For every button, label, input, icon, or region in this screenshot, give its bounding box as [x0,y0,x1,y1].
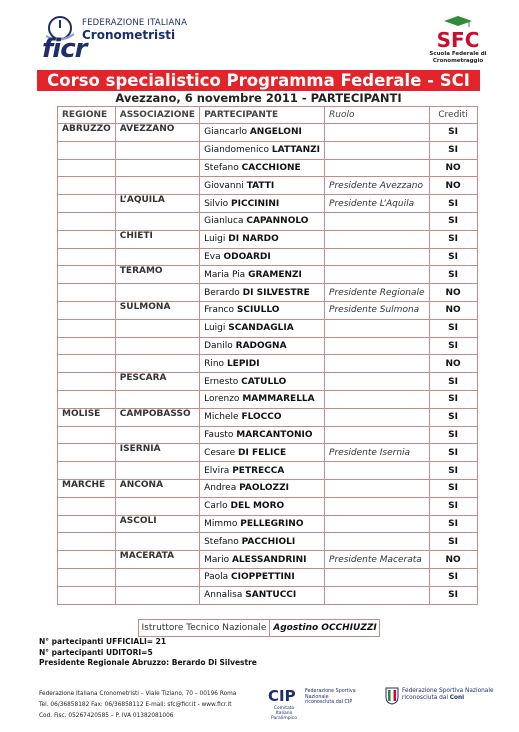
cell-ruolo [325,462,430,480]
cell-regione [58,266,116,284]
last-name: SCIULLO [236,305,280,316]
cell-crediti: SI [429,141,477,159]
first-name: Berardo [204,287,240,298]
instructor-box [138,619,380,637]
cell-regione: MARCHE [58,479,116,497]
cell-partecipante [200,301,325,319]
cell-ruolo [325,319,430,337]
first-name: Eva [204,251,221,262]
cell-ruolo: Presidente Sulmona [325,301,430,319]
cell-ruolo [325,212,430,230]
cell-ruolo [325,408,430,426]
cell-associazione: L’AQUILA [115,195,199,213]
summary-notes [39,637,257,669]
cell-partecipante [200,212,325,230]
last-name: CAPANNOLO [246,216,309,227]
cell-partecipante [200,266,325,284]
coni-text-line1: Federazione Sportiva Nazionale [402,688,494,694]
first-name: Fausto [204,429,234,440]
cell-partecipante [200,462,325,480]
note-regional-president: Presidente Regionale Abruzzo: Berardo Di Silvestre [39,658,257,667]
last-name: ALESSANDRINI [231,554,307,565]
coni-text-line2a: riconosciuta dal [402,695,448,701]
cell-associazione [115,159,199,177]
cell-regione [58,390,116,408]
cell-regione [58,426,116,444]
last-name: FLOCCO [241,412,282,423]
cell-partecipante [200,248,325,266]
graduation-cap-icon [443,15,473,29]
cell-associazione [115,248,199,266]
table-row [58,124,478,142]
cell-crediti: SI [429,124,477,142]
cell-crediti: SI [429,462,477,480]
last-name: SANTUCCI [245,590,297,601]
cip-logo [268,687,368,721]
cell-crediti: SI [429,497,477,515]
last-name: LEPIDI [226,358,260,369]
cell-crediti: SI [429,390,477,408]
cell-ruolo [325,533,430,551]
first-name: Paola [204,572,229,583]
last-name: DI SILVESTRE [242,287,310,298]
cell-partecipante [200,355,325,373]
table-row [58,301,478,319]
last-name: LATTANZI [271,145,321,156]
cell-crediti: SI [429,533,477,551]
ficr-name-line2: Cronometristi [82,28,176,42]
col-header-partecipante: PARTECIPANTE [200,107,325,124]
table-row [58,230,478,248]
table-row [58,319,478,337]
sfc-line2: Cronometraggio [432,57,484,64]
cell-crediti: NO [429,159,477,177]
cip-text-line1: Federazione Sportiva [305,689,356,694]
cell-ruolo: Presidente Regionale [325,284,430,302]
footer-address [39,689,236,722]
last-name: PACCHIOLI [241,536,296,547]
cell-associazione [115,426,199,444]
footer-line1: Federazione Italiana Cronometristi – Viale Tiziano, 70 – 00196 Roma [39,691,237,697]
cell-associazione [115,462,199,480]
cell-associazione [115,212,199,230]
cell-associazione: ANCONA [115,479,199,497]
cell-crediti: SI [429,319,477,337]
page-title: Corso specialistico Programma Federale - SCI [37,70,480,91]
last-name: PAOLOZZI [239,483,289,494]
table-row [58,426,478,444]
first-name: Luigi [204,234,226,245]
cell-associazione [115,141,199,159]
cell-regione: MOLISE [58,408,116,426]
cell-associazione [115,177,199,195]
last-name: DEL MORO [230,501,285,512]
cell-associazione [115,568,199,586]
last-name: DI NARDO [228,234,279,245]
coni-text-line2b: Coni [449,695,465,701]
first-name: Luigi [204,323,226,334]
cell-regione [58,568,116,586]
cell-partecipante [200,551,325,569]
cell-regione [58,515,116,533]
cell-ruolo: Presidente L’Aquila [325,195,430,213]
table-row [58,444,478,462]
cell-regione [58,248,116,266]
page-subtitle: Avezzano, 6 novembre 2011 - PARTECIPANTI [115,91,402,105]
table-row [58,586,478,604]
cell-associazione: SULMONA [115,301,199,319]
cell-associazione [115,533,199,551]
last-name: ODOARDI [223,251,271,262]
table-row [58,195,478,213]
cell-partecipante [200,373,325,391]
cell-regione [58,284,116,302]
table-row [58,248,478,266]
first-name: Franco [204,305,234,316]
last-name: TATTI [246,180,275,191]
first-name: Stefano [204,162,239,173]
cell-crediti: SI [429,230,477,248]
cell-regione [58,230,116,248]
cell-associazione [115,355,199,373]
cell-partecipante [200,444,325,462]
cell-partecipante [200,319,325,337]
page-header [0,0,519,70]
last-name: GRAMENZI [248,269,302,280]
cell-regione [58,586,116,604]
cell-ruolo [325,230,430,248]
coni-text [402,688,494,702]
last-name: MARCANTONIO [236,429,313,440]
first-name: Mario [204,554,230,565]
cell-associazione: CAMPOBASSO [115,408,199,426]
coni-shield-icon [385,687,399,705]
last-name: SCANDAGLIA [228,323,294,334]
cell-associazione [115,390,199,408]
last-name: MAMMARELLA [242,394,315,405]
cell-associazione: TERAMO [115,266,199,284]
cell-partecipante [200,230,325,248]
cell-ruolo [325,355,430,373]
first-name: Stefano [204,536,239,547]
last-name: RADOGNA [235,340,287,351]
cell-ruolo [325,586,430,604]
first-name: Silvio [204,198,229,209]
cell-associazione: ASCOLI [115,515,199,533]
cell-regione: ABRUZZO [58,124,116,142]
first-name: Cesare [204,447,236,458]
cell-associazione [115,284,199,302]
last-name: ANGELONI [249,127,302,138]
table-row [58,390,478,408]
first-name: Ernesto [204,376,239,387]
cell-ruolo [325,373,430,391]
cip-text-line2: Nazionale [305,694,329,700]
first-name: Annalisa [204,590,243,601]
first-name: Andrea [204,483,237,494]
last-name: CACCHIONE [241,162,301,173]
cell-associazione: AVEZZANO [115,124,199,142]
cell-crediti: SI [429,248,477,266]
note-auditor-count: N° partecipanti UDITORI=5 [39,647,153,657]
cell-regione [58,212,116,230]
table-body [58,124,478,605]
sfc-mark: SFC [436,28,480,52]
last-name: CATULLO [241,376,287,387]
cell-crediti: SI [429,212,477,230]
cell-ruolo [325,266,430,284]
table-row [58,212,478,230]
cell-crediti: NO [429,301,477,319]
cell-ruolo: Presidente Avezzano [325,177,430,195]
cell-partecipante [200,408,325,426]
cell-regione [58,337,116,355]
cell-partecipante [200,533,325,551]
cell-ruolo [325,124,430,142]
cell-crediti: NO [429,551,477,569]
table-row [58,159,478,177]
cell-ruolo [325,479,430,497]
cell-partecipante [200,568,325,586]
ficr-logotype: ficr [42,34,87,64]
first-name: Maria Pia [204,269,246,280]
cell-ruolo [325,515,430,533]
cell-ruolo [325,426,430,444]
cell-partecipante [200,479,325,497]
table-row [58,141,478,159]
cell-crediti: SI [429,373,477,391]
cell-partecipante [200,337,325,355]
cell-partecipante [200,159,325,177]
cell-crediti: SI [429,479,477,497]
table-row [58,337,478,355]
table-row [58,284,478,302]
cell-partecipante [200,426,325,444]
cell-partecipante [200,195,325,213]
cell-crediti: SI [429,426,477,444]
cell-ruolo: Presidente Isernia [325,444,430,462]
cell-regione [58,462,116,480]
table-row [58,515,478,533]
cell-regione [58,177,116,195]
first-name: Gianluca [204,216,244,227]
cip-text [305,689,356,706]
cell-ruolo [325,159,430,177]
cell-ruolo [325,390,430,408]
footer-line3: Cod. Fisc. 05267420585 – P. IVA 01382081006 [39,713,174,719]
cell-regione [58,444,116,462]
cell-regione [58,533,116,551]
note-official-count: N° partecipanti UFFICIALI= 21 [39,637,167,646]
sfc-logo [418,15,498,67]
cell-regione [58,301,116,319]
cell-associazione: ISERNIA [115,444,199,462]
cell-associazione: PESCARA [115,373,199,391]
table-row [58,551,478,569]
col-header-crediti: Crediti [429,107,477,124]
first-name: Michele [204,412,239,423]
cell-partecipante [200,515,325,533]
last-name: PICCININI [231,198,280,209]
first-name: Giandomenico [204,145,269,156]
cell-associazione [115,586,199,604]
cell-crediti: SI [429,195,477,213]
cip-subtitle: Comitato Italiano Paralimpico [270,706,298,721]
last-name: PETRECCA [232,465,285,476]
first-name: Giovanni [204,180,244,191]
coni-text-line2 [402,695,494,702]
sfc-line1: Scuola Federale di [429,51,487,57]
cell-ruolo [325,337,430,355]
participants-table [57,106,478,605]
cell-partecipante [200,284,325,302]
cell-ruolo: Presidente Macerata [325,551,430,569]
table-row [58,497,478,515]
table-row [58,533,478,551]
cell-partecipante [200,141,325,159]
table-row [58,177,478,195]
table-row [58,266,478,284]
cell-associazione: CHIETI [115,230,199,248]
ficr-name-line1: FEDERAZIONE ITALIANA [82,18,188,28]
cell-crediti: SI [429,337,477,355]
cell-crediti: SI [429,444,477,462]
cip-mark: CIP [268,687,296,705]
first-name: Giancarlo [204,127,247,138]
table-row [58,408,478,426]
first-name: Danilo [204,340,233,351]
table-row [58,355,478,373]
first-name: Carlo [204,501,228,512]
cell-ruolo [325,141,430,159]
cip-text-line3: riconosciuta dal CIP [305,700,353,705]
cell-regione [58,195,116,213]
cell-associazione [115,337,199,355]
cell-regione [58,319,116,337]
cell-crediti: NO [429,355,477,373]
cell-crediti: NO [429,177,477,195]
first-name: Lorenzo [204,394,240,405]
cell-crediti: NO [429,284,477,302]
first-name: Elvira [204,465,230,476]
cell-partecipante [200,124,325,142]
col-header-regione: REGIONE [58,107,116,124]
cell-associazione: MACERATA [115,551,199,569]
last-name: PELLEGRINO [240,518,304,529]
table-header-row [58,107,478,124]
last-name: CIOPPETTINI [231,572,295,583]
table-row [58,462,478,480]
cell-crediti: SI [429,568,477,586]
cell-crediti: SI [429,408,477,426]
cell-ruolo [325,497,430,515]
col-header-associazione: ASSOCIAZIONE [115,107,199,124]
table-row [58,479,478,497]
cell-crediti: SI [429,266,477,284]
first-name: Rino [204,358,225,369]
table-row [58,568,478,586]
first-name: Mimmo [204,518,238,529]
instructor-label: Istruttore Tecnico Nazionale [141,623,267,633]
cell-partecipante [200,586,325,604]
footer-line2: Tel. 06/36858182 Fax: 06/36858112 E-mail: sfc@ficr.it - www.ficr.it [39,702,232,708]
cell-crediti: SI [429,586,477,604]
last-name: DI FELICE [238,447,287,458]
cell-regione [58,141,116,159]
cell-ruolo [325,248,430,266]
table-row [58,373,478,391]
cell-crediti: SI [429,515,477,533]
cell-associazione [115,319,199,337]
instructor-name: Agostino OCCHIUZZI [269,620,380,636]
col-header-ruolo: Ruolo [325,107,430,124]
cell-regione [58,373,116,391]
cell-partecipante [200,390,325,408]
cell-associazione [115,497,199,515]
cell-ruolo [325,568,430,586]
cell-regione [58,551,116,569]
cell-regione [58,159,116,177]
cell-regione [58,497,116,515]
cell-partecipante [200,177,325,195]
cell-partecipante [200,497,325,515]
coni-logo [385,687,515,715]
cell-regione [58,355,116,373]
